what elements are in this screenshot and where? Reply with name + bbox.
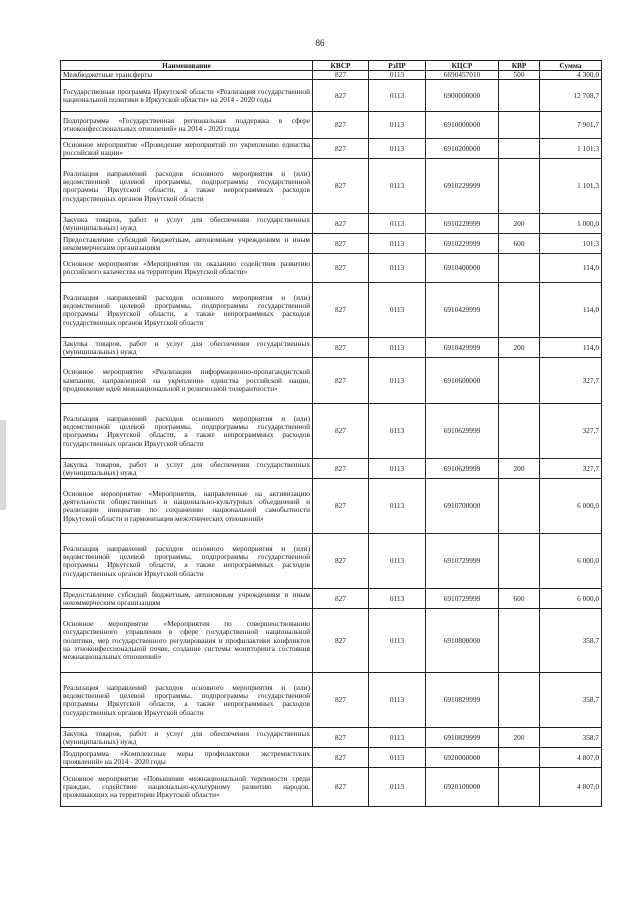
- row-sum-cell: 6 000,0: [540, 534, 602, 589]
- row-sum-cell: 7 901,7: [540, 112, 602, 139]
- row-sum-cell: 12 708,7: [540, 80, 602, 112]
- row-rzpr-cell: 0113: [369, 768, 426, 807]
- header-kvsr: КВСР: [313, 61, 369, 71]
- row-kvsr-cell: 827: [313, 479, 369, 534]
- row-kvsr-cell: 827: [313, 80, 369, 112]
- row-kcsr-cell: 6900000000: [426, 80, 499, 112]
- table-header-row: [61, 61, 602, 71]
- row-kvsr-cell: 827: [313, 534, 369, 589]
- row-kcsr-cell: 6910629999: [426, 404, 499, 459]
- row-rzpr-cell: 0113: [369, 139, 426, 159]
- row-kvr-cell: [499, 748, 540, 768]
- row-rzpr-cell: 0113: [369, 459, 426, 479]
- row-rzpr-cell: 0113: [369, 71, 426, 80]
- header-rzpr: РзПР: [369, 61, 426, 71]
- table-row: [61, 748, 602, 768]
- row-sum-cell: 114,0: [540, 283, 602, 338]
- row-kcsr-cell: 6910700000: [426, 479, 499, 534]
- row-kvsr-cell: 827: [313, 589, 369, 609]
- row-rzpr-cell: 0113: [369, 609, 426, 673]
- header-sum: Сумма: [540, 61, 602, 71]
- table-row: [61, 159, 602, 214]
- row-kcsr-cell: 6910729999: [426, 534, 499, 589]
- table-row: [61, 234, 602, 254]
- table-row: [61, 459, 602, 479]
- row-kvsr-cell: 827: [313, 139, 369, 159]
- row-kcsr-cell: 6910229999: [426, 159, 499, 214]
- row-kvr-cell: 600: [499, 234, 540, 254]
- row-name-cell: Закупка товаров, работ и услуг для обеспечения государственных (муниципальных) нужд: [61, 728, 313, 748]
- row-kcsr-cell: 6910829999: [426, 673, 499, 728]
- table-row: [61, 479, 602, 534]
- page-number: 86: [315, 38, 325, 48]
- row-kvr-cell: [499, 609, 540, 673]
- row-rzpr-cell: 0113: [369, 80, 426, 112]
- row-rzpr-cell: 0113: [369, 254, 426, 283]
- table-row: [61, 534, 602, 589]
- row-kvsr-cell: 827: [313, 673, 369, 728]
- table-row: [61, 283, 602, 338]
- table-row: [61, 80, 602, 112]
- row-kcsr-cell: 6910829999: [426, 728, 499, 748]
- row-name-cell: Реализация направлений расходов основного мероприятия и (или) ведомственной целевой программы, подпрограммы государственной программы Иркутской области, а также непрограммных расходов государственных органов Иркутской области: [61, 283, 313, 338]
- table-row: [61, 728, 602, 748]
- row-kcsr-cell: 6910400000: [426, 254, 499, 283]
- row-kcsr-cell: 6910429999: [426, 283, 499, 338]
- row-kvr-cell: [499, 254, 540, 283]
- row-name-cell: Реализация направлений расходов основного мероприятия и (или) ведомственной целевой программы, подпрограммы государственной программы Иркутской области, а также непрограммных расходов государственных органов Иркутской области: [61, 534, 313, 589]
- table-row: [61, 609, 602, 673]
- row-name-cell: Закупка товаров, работ и услуг для обеспечения государственных (муниципальных) нужд: [61, 338, 313, 358]
- row-kvsr-cell: 827: [313, 609, 369, 673]
- budget-table: [60, 60, 602, 807]
- row-rzpr-cell: 0113: [369, 748, 426, 768]
- row-kvr-cell: [499, 159, 540, 214]
- row-sum-cell: 358,7: [540, 728, 602, 748]
- row-kvr-cell: 200: [499, 214, 540, 234]
- row-kvr-cell: [499, 534, 540, 589]
- row-sum-cell: 327,7: [540, 358, 602, 404]
- table-row: [61, 404, 602, 459]
- row-kvsr-cell: 827: [313, 159, 369, 214]
- row-sum-cell: 6 000,0: [540, 589, 602, 609]
- row-rzpr-cell: 0113: [369, 159, 426, 214]
- row-name-cell: Подпрограмма «Государственная региональная поддержка в сфере этноконфессиональных отношений» на 2014 - 2020 годы: [61, 112, 313, 139]
- row-kcsr-cell: 6910800000: [426, 609, 499, 673]
- row-name-cell: Государственная программа Иркутской области «Реализация государственной национальной политики в Иркутской области» на 2014 - 2020 годы: [61, 80, 313, 112]
- row-rzpr-cell: 0113: [369, 358, 426, 404]
- row-name-cell: Межбюджетные трансферты: [61, 71, 313, 80]
- header-name: Наименование: [61, 61, 313, 71]
- row-kvsr-cell: 827: [313, 338, 369, 358]
- table-row: [61, 214, 602, 234]
- row-sum-cell: 4 807,0: [540, 748, 602, 768]
- row-kvsr-cell: 827: [313, 112, 369, 139]
- row-name-cell: Закупка товаров, работ и услуг для обеспечения государственных (муниципальных) нужд: [61, 214, 313, 234]
- row-kvsr-cell: 827: [313, 459, 369, 479]
- row-name-cell: Основное мероприятие «Проведение мероприятий по укреплению единства российской нации»: [61, 139, 313, 159]
- scan-edge-shadow: [0, 420, 6, 510]
- row-kvsr-cell: 827: [313, 358, 369, 404]
- table-row: [61, 768, 602, 807]
- row-rzpr-cell: 0113: [369, 479, 426, 534]
- row-kcsr-cell: 6910600000: [426, 358, 499, 404]
- table-row: [61, 139, 602, 159]
- row-sum-cell: 358,7: [540, 673, 602, 728]
- row-kcsr-cell: 6690457010: [426, 71, 499, 80]
- row-kcsr-cell: 6910229999: [426, 214, 499, 234]
- row-name-cell: Реализация направлений расходов основного мероприятия и (или) ведомственной целевой программы, подпрограммы государственной программы Иркутской области, а также непрограммных расходов государственных органов Иркутской области: [61, 404, 313, 459]
- row-name-cell: Основное мероприятие «Мероприятия по оказанию содействия развитию российского казачества на территории Иркутской области»: [61, 254, 313, 283]
- row-kcsr-cell: 6920100000: [426, 768, 499, 807]
- row-sum-cell: 4 300,0: [540, 71, 602, 80]
- row-kvr-cell: [499, 479, 540, 534]
- row-kvsr-cell: 827: [313, 214, 369, 234]
- row-kvsr-cell: 827: [313, 728, 369, 748]
- row-sum-cell: 1 000,0: [540, 214, 602, 234]
- row-kvr-cell: 200: [499, 728, 540, 748]
- row-rzpr-cell: 0113: [369, 112, 426, 139]
- row-rzpr-cell: 0113: [369, 589, 426, 609]
- row-kvsr-cell: 827: [313, 283, 369, 338]
- row-name-cell: Предоставление субсидий бюджетным, автономным учреждениям и иным некоммерческим организациям: [61, 234, 313, 254]
- row-sum-cell: 6 000,0: [540, 479, 602, 534]
- row-rzpr-cell: 0113: [369, 338, 426, 358]
- row-kcsr-cell: 6910000000: [426, 112, 499, 139]
- table-row: [61, 71, 602, 80]
- row-name-cell: Закупка товаров, работ и услуг для обеспечения государственных (муниципальных) нужд: [61, 459, 313, 479]
- row-rzpr-cell: 0113: [369, 404, 426, 459]
- row-rzpr-cell: 0113: [369, 728, 426, 748]
- row-kvsr-cell: 827: [313, 234, 369, 254]
- row-sum-cell: 101,3: [540, 234, 602, 254]
- table-row: [61, 589, 602, 609]
- row-kvsr-cell: 827: [313, 748, 369, 768]
- row-rzpr-cell: 0113: [369, 234, 426, 254]
- row-kvr-cell: [499, 673, 540, 728]
- header-kcsr: КЦСР: [426, 61, 499, 71]
- row-name-cell: Подпрограмма «Комплексные меры профилактики экстремистских проявлений» на 2014 - 2020 годы: [61, 748, 313, 768]
- row-kvr-cell: 500: [499, 71, 540, 80]
- row-sum-cell: 114,0: [540, 254, 602, 283]
- row-name-cell: Основное мероприятие «Мероприятия, направленные на активизацию деятельности общественных и национально-культурных объединений и реализации инициатив по сохранению национальной самобытности Иркутской области и гармонизация межэтнических отношений»: [61, 479, 313, 534]
- row-kcsr-cell: 6920000000: [426, 748, 499, 768]
- row-kvr-cell: [499, 358, 540, 404]
- row-sum-cell: 114,0: [540, 338, 602, 358]
- row-sum-cell: 327,7: [540, 459, 602, 479]
- row-name-cell: Основное мероприятие «Мероприятия по совершенствованию государственного управления в сфере государственной национальной политики, мер государственного регулирования и профилактики конфликтов на этноконфессиональной почве, создание системы мониторинга состояния межнациональных отношений»: [61, 609, 313, 673]
- row-kvr-cell: [499, 80, 540, 112]
- row-name-cell: Реализация направлений расходов основного мероприятия и (или) ведомственной целевой программы, подпрограммы государственной программы Иркутской области, а также непрограммных расходов государственных органов Иркутской области: [61, 159, 313, 214]
- row-sum-cell: 358,7: [540, 609, 602, 673]
- row-name-cell: Основное мероприятие «Реализация информационно-пропагандистской кампании, направленной на укрепление единства российской нации, продвижение идей межнациональной и религиозной толерантности»: [61, 358, 313, 404]
- row-kvsr-cell: 827: [313, 254, 369, 283]
- row-kcsr-cell: 6910200000: [426, 139, 499, 159]
- row-rzpr-cell: 0113: [369, 214, 426, 234]
- row-kvsr-cell: 827: [313, 71, 369, 80]
- row-kcsr-cell: 6910429999: [426, 338, 499, 358]
- row-kvr-cell: [499, 139, 540, 159]
- row-sum-cell: 4 807,0: [540, 768, 602, 807]
- row-kvr-cell: 200: [499, 459, 540, 479]
- row-sum-cell: 327,7: [540, 404, 602, 459]
- row-kvr-cell: [499, 404, 540, 459]
- row-rzpr-cell: 0113: [369, 673, 426, 728]
- row-kvr-cell: [499, 768, 540, 807]
- row-kvr-cell: [499, 283, 540, 338]
- row-rzpr-cell: 0113: [369, 283, 426, 338]
- table-row: [61, 338, 602, 358]
- table-row: [61, 673, 602, 728]
- row-kcsr-cell: 6910229999: [426, 234, 499, 254]
- table-row: [61, 254, 602, 283]
- row-kvsr-cell: 827: [313, 768, 369, 807]
- row-name-cell: Основное мероприятие «Повышение межнациональной терпимости среди граждан, содействие национально-культурному развитию народов, проживающих на территории Иркутской области»: [61, 768, 313, 807]
- row-kvr-cell: 200: [499, 338, 540, 358]
- row-sum-cell: 1 101,3: [540, 159, 602, 214]
- row-kcsr-cell: 6910629999: [426, 459, 499, 479]
- row-kvr-cell: [499, 112, 540, 139]
- row-kvsr-cell: 827: [313, 404, 369, 459]
- table-row: [61, 358, 602, 404]
- row-rzpr-cell: 0113: [369, 534, 426, 589]
- row-name-cell: Реализация направлений расходов основного мероприятия и (или) ведомственной целевой программы, подпрограммы государственной программы Иркутской области, а также непрограммных расходов государственных органов Иркутской области: [61, 673, 313, 728]
- row-sum-cell: 1 101,3: [540, 139, 602, 159]
- row-kcsr-cell: 6910729999: [426, 589, 499, 609]
- row-kvr-cell: 600: [499, 589, 540, 609]
- table-row: [61, 112, 602, 139]
- row-name-cell: Предоставление субсидий бюджетным, автономным учреждениям и иным некоммерческим организациям: [61, 589, 313, 609]
- header-kvr: КВР: [499, 61, 540, 71]
